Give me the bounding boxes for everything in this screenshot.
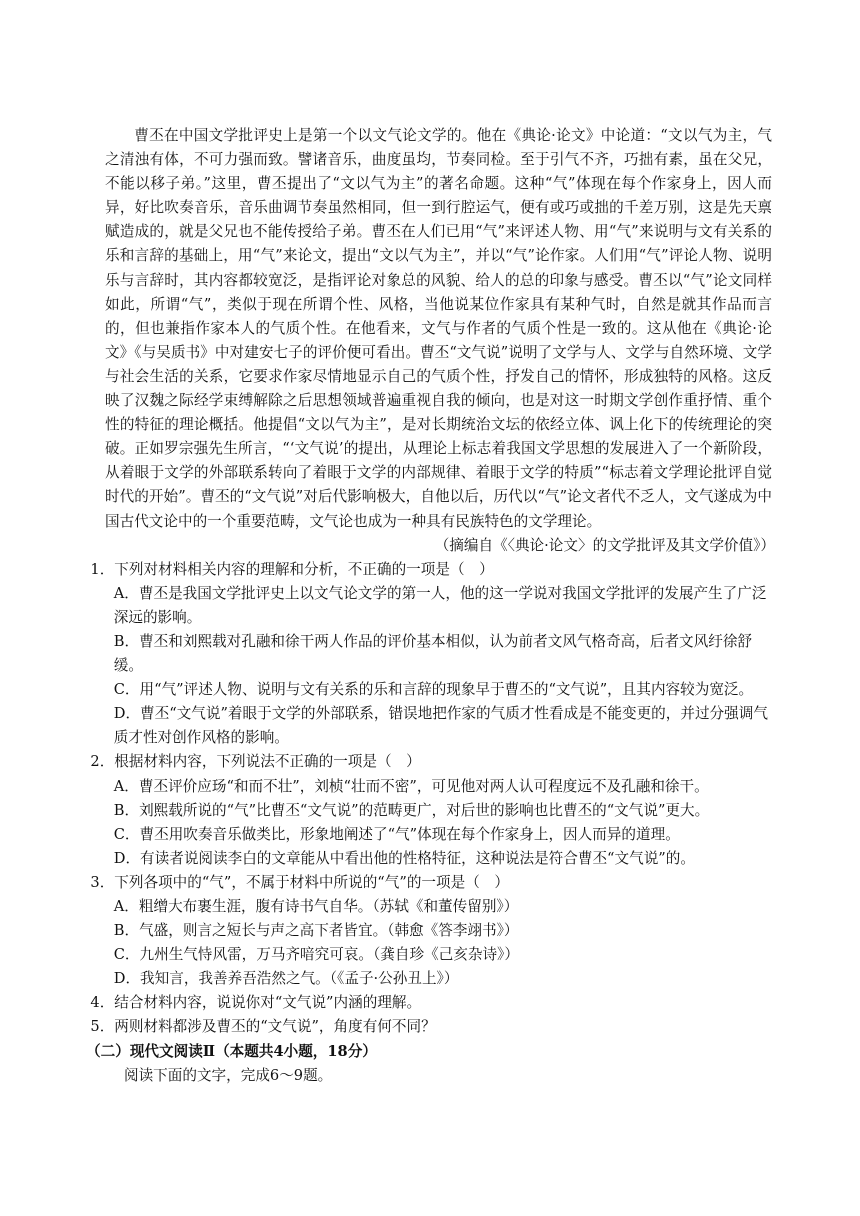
question-stem: 2．根据材料内容，下列说法不正确的一项是（ ） [90,753,421,771]
option-c: C．曹丕用吹奏音乐做类比，形象地阐述了“气”体现在每个作家身上，因人而异的道理。 [113,825,680,843]
section-heading: （二）现代文阅读Ⅱ（本题共4小题，18分） [86,1042,377,1060]
option-c: C．九州生气恃风雷，万马齐喑究可哀。（龚自珍《己亥杂诗》） [113,946,519,964]
option-c: C．用“气”评述人物、说明与文有关系的乐和言辞的现象早于曹丕的“文气说”，且其内容较为宽泛。 [113,681,754,699]
reading-passage: 曹丕在中国文学批评史上是第一个以文气论文学的。他在《典论·论文》中论道：“文以气为主，气之清浊有体，不可力强而致。譬诸音乐，曲度虽均，节奏同检。至于引气不齐，巧拙有素，虽在父兄，不能以移子弟。”这里，曹丕提出了“文以气为主”的著名命题。这种“气”体现在每个作家身上，因人而异，好比吹奏音乐，音乐曲调节奏虽然相同，但一到行腔运气，便有或巧或拙的千差万别，这是先天禀赋造成的，就是父兄也不能传授给子弟。曹丕在人们已用“气”来评述人物、用“气”来说明与文有关系的乐和言辞的基础上，用“气”来论文，提出“文以气为主”，并以“气”论作家。人们用“气”评论人物、说明乐与言辞时，其内容都较宽泛，是指评论对象总的风貌、给人的总的印象与感受。曹丕以“气”论文同样如此，所谓“气”，类似于现在所谓个性、风格，当他说某位作家具有某种气时，自然是就其作品而言的，但也兼指作家本人的气质个性。在他看来，文气与作者的气质个性是一致的。这从他在《典论·论文》《与吴质书》中对建安七子的评价便可看出。曹丕“文气说”说明了文学与人、文学与自然环境、文学与社会生活的关系，它要求作家尽情地显示自己的气质个性，抒发自己的情怀，形成独特的风格。这反映了汉魏之际经学束缚解除之后思想领域普遍重视自我的倾向，也是对这一时期文学创作重抒情、重个性的特征的理论概括。他提倡“文以气为主”，是对长期统治文坛的依经立体、讽上化下的传统理论的突破。正如罗宗强先生所言，“‘文气说’的提出，从理论上标志着我国文学思想的发展进入了一个新阶段，从着眼于文学的外部联系转向了着眼于文学的内部规律、着眼于文学的特质”“标志着文学理论批评自觉时代的开始”。曹丕的“文气说”对后代影响极大，自他以后，历代以“气”论文者代不乏人，文气遂成为中国古代文论中的一个重要范畴，文气论也成为一种具有民族特色的文学理论。 [105,127,772,530]
question-stem: 3．下列各项中的“气”，不属于材料中所说的“气”的一项是（ ） [90,873,509,891]
question-1 [90,558,772,751]
option-a: A．曹丕评价应玚“和而不壮”，刘桢“壮而不密”，可见他对两人认可程度远不及孔融和徐干。 [113,777,709,795]
question-4 [90,991,772,1015]
option-b: B．气盛，则言之短长与声之高下者皆宜。（韩愈《答李翊书》） [113,922,519,940]
option-a: A．粗缯大布裹生涯，腹有诗书气自华。（苏轼《和董传留别》） [113,898,519,915]
source-citation: （摘编自《〈典论·论文〉的文学批评及其文学价值》） [434,536,775,554]
option-d: D．曹丕“文气说”着眼于文学的外部联系，错误地把作家的气质才性看成是不能变更的，并过分强调气质才性对创作风格的影响。 [113,705,768,747]
question-3 [90,871,772,991]
option-b: B．曹丕和刘熙载对孔融和徐干两人作品的评价基本相似，认为前者文风气格奇高，后者文风纡徐舒缓。 [113,632,753,675]
question-5 [90,1015,772,1039]
question-stem: 4．结合材料内容，说说你对“文气说”内涵的理解。 [90,994,422,1012]
option-d: D．有读者说阅读李白的文章能从中看出他的性格特征，这种说法是符合曹丕“文气说”的。 [113,849,695,867]
option-d: D．我知言，我善养吾浩然之气。（《孟子·公孙丑上》） [113,970,459,988]
question-2 [90,750,772,870]
option-a: A．曹丕是我国文学批评史上以文气论文学的第一人，他的这一学说对我国文学批评的发展产生了广泛深远的影响。 [113,584,767,626]
section-instruction: 阅读下面的文字，完成6～9题。 [123,1066,333,1084]
option-b: B．刘熙载所说的“气”比曹丕“文气说”的范畴更广，对后世的影响也比曹丕的“文气说”更大。 [113,801,710,819]
question-stem: 1．下列对材料相关内容的理解和分析，不正确的一项是（ ） [90,560,494,578]
question-stem: 5．两则材料都涉及曹丕的“文气说”，角度有何不同？ [90,1018,436,1036]
